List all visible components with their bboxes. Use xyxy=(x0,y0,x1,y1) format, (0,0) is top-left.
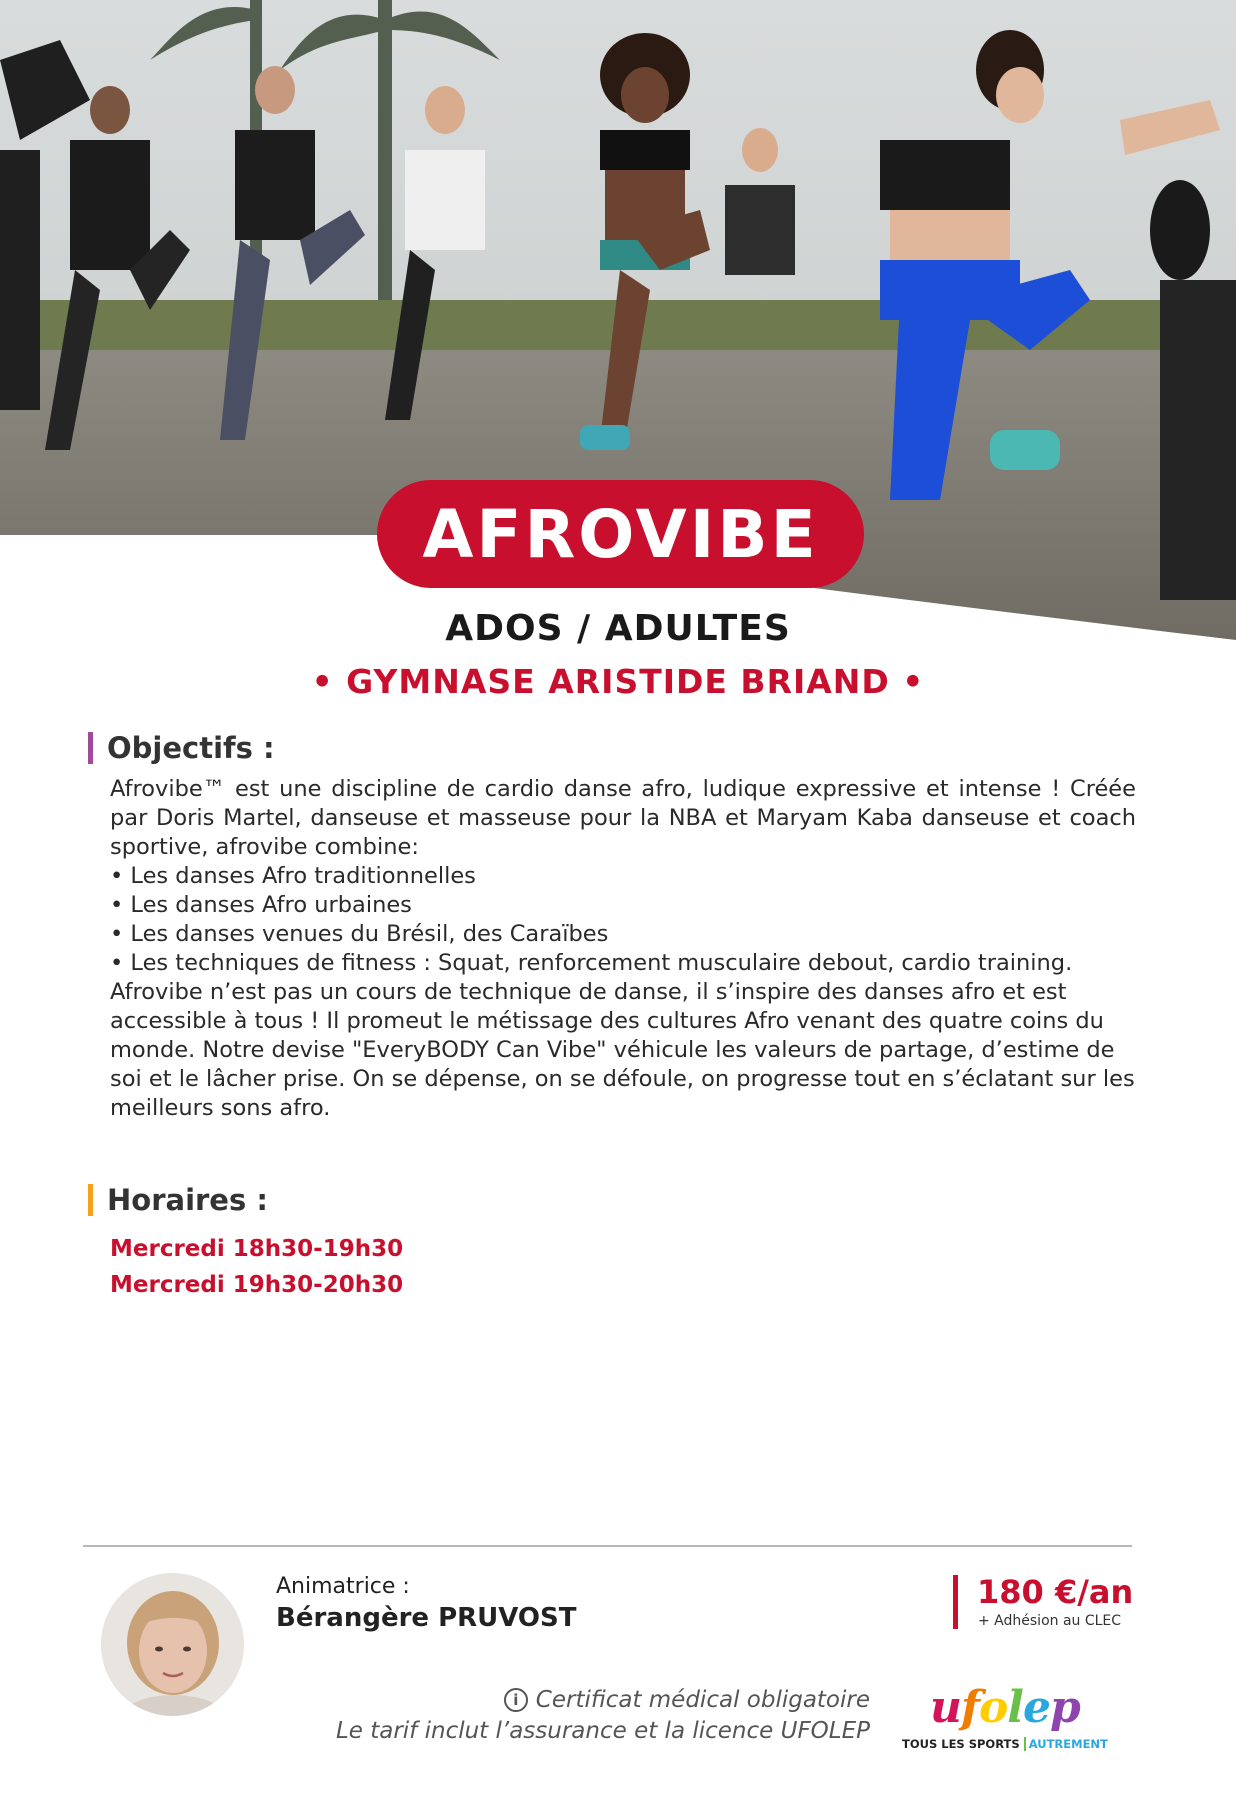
tagline-main: TOUS LES SPORTS xyxy=(902,1737,1020,1751)
objectifs-bullet: • Les danses Afro urbaines xyxy=(110,892,412,918)
instructor-photo-icon xyxy=(101,1573,244,1716)
instructor-label: Animatrice : xyxy=(276,1574,410,1599)
medical-certificate-note xyxy=(504,1687,870,1713)
objectifs-paragraph: Afrovibe™ est une discipline de cardio danse afro, ludique expressive et intense ! Créée par Doris Martel, danseuse et masseuse pour la NBA et Maryam Kaba danseuse et coach sportive, afrovibe combine: xyxy=(110,776,1136,860)
logo-letter: p xyxy=(1050,1682,1080,1733)
objectifs-bullet: • Les techniques de fitness : Squat, renforcement musculaire debout, cardio training. Afrovibe n’est pas un cours de technique de danse, il s’inspire des danses afro et est accessible à tous ! Il promeut le métissage des cultures Afro venant des quatre coins du monde. Notre devise "EveryBODY Can Vibe" véhicule les valeurs de partage, d’estime de soi et le lâcher prise. On se dépense, on se défoule, on progresse tout en s’éclatant sur les meilleurs sons afro. xyxy=(110,950,1135,1121)
ufolep-logo xyxy=(900,1682,1130,1755)
info-icon: i xyxy=(504,1688,528,1712)
horaires-heading xyxy=(88,1183,268,1217)
schedule-slot: Mercredi 19h30-20h30 xyxy=(110,1272,404,1298)
logo-letter: f xyxy=(961,1682,979,1733)
objectifs-heading xyxy=(88,731,275,765)
price-accent-bar xyxy=(953,1575,958,1629)
objectifs-bullet: • Les danses venues du Brésil, des Caraïbes xyxy=(110,921,609,947)
price-value: 180 €/an xyxy=(977,1573,1134,1611)
insurance-note: Le tarif inclut l’assurance et la licence UFOLEP xyxy=(335,1718,870,1744)
price-note: + Adhésion au CLEC xyxy=(978,1613,1122,1629)
logo-letter: o xyxy=(978,1682,1008,1733)
title-badge xyxy=(377,480,864,588)
logo-letter: e xyxy=(1023,1682,1051,1733)
instructor-name: Bérangère PRUVOST xyxy=(276,1603,577,1633)
audience-label: ADOS / ADULTES xyxy=(445,608,791,649)
ufolep-tagline xyxy=(902,1737,1108,1751)
schedule-list xyxy=(110,1231,403,1303)
medical-certificate-text: Certificat médical obligatoire xyxy=(535,1687,870,1713)
objectifs-accent-bar xyxy=(88,732,93,764)
avatar xyxy=(101,1573,244,1716)
tagline-accent: AUTREMENT xyxy=(1024,1737,1108,1751)
logo-letter: u xyxy=(930,1682,961,1733)
ufolep-wordmark xyxy=(930,1682,1080,1733)
schedule-slot: Mercredi 18h30-19h30 xyxy=(110,1236,404,1262)
page-title: AFROVIBE xyxy=(422,495,819,573)
venue-label: • GYMNASE ARISTIDE BRIAND • xyxy=(311,662,925,701)
footer-divider xyxy=(83,1545,1132,1547)
objectifs-bullet: • Les danses Afro traditionnelles xyxy=(110,863,476,889)
objectifs-text xyxy=(110,775,1136,1123)
objectifs-title: Objectifs : xyxy=(107,731,275,765)
horaires-accent-bar xyxy=(88,1184,93,1216)
horaires-title: Horaires : xyxy=(107,1183,268,1217)
logo-letter: l xyxy=(1007,1682,1024,1733)
